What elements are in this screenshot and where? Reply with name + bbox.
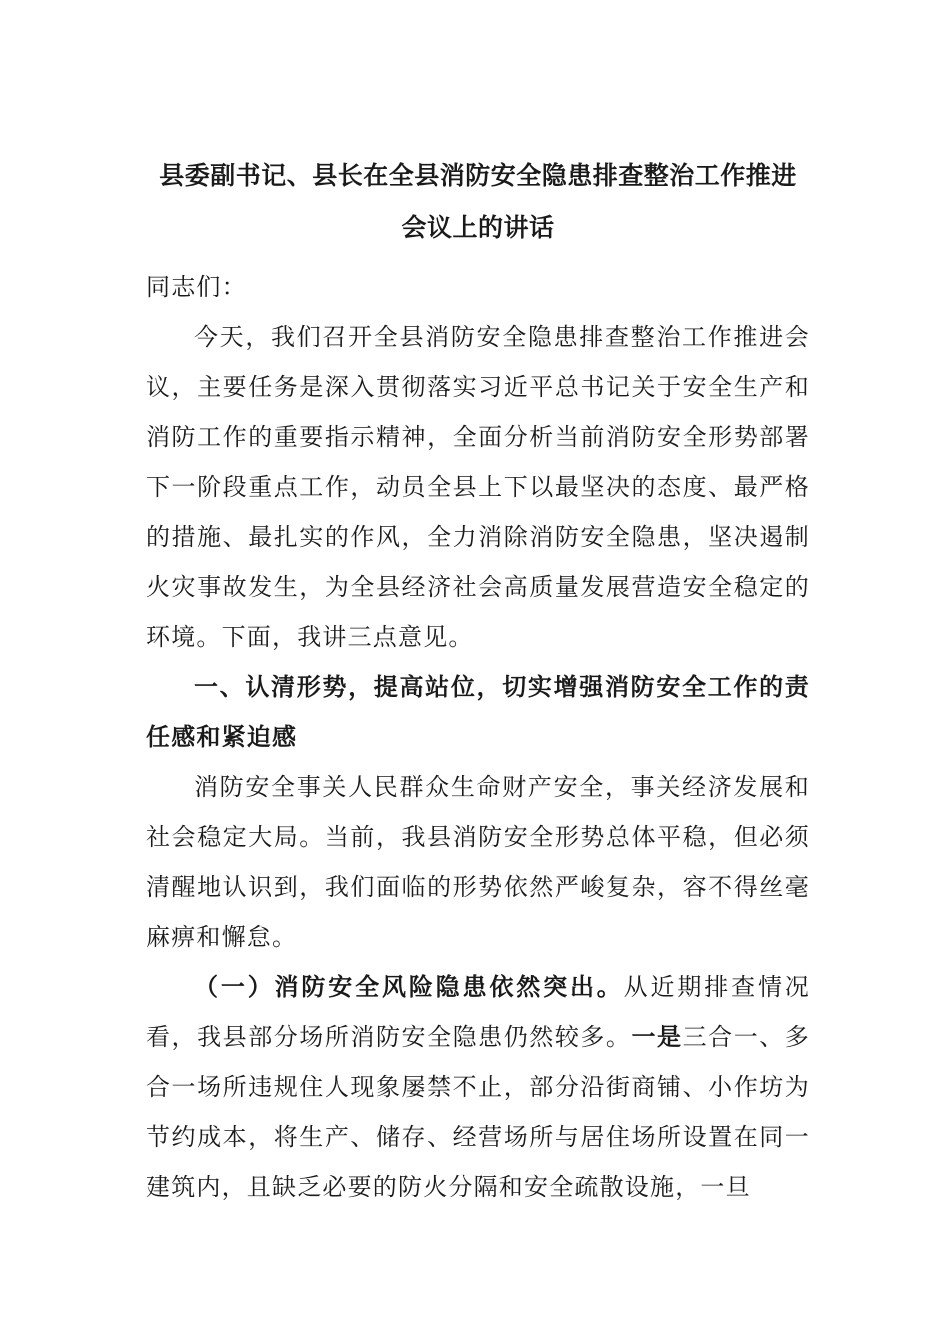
paragraph-intro: 今天，我们召开全县消防安全隐患排查整治工作推进会议，主要任务是深入贯彻落实习近平总书记关于安全生产和消防工作的重要指示精神，全面分析当前消防安全形势部署下一阶段重点工作，动员全县上下以最坚决的态度、最严格的措施、最扎实的作风，全力消除消防安全隐患，坚决遏制火灾事故发生，为全县经济社会高质量发展营造安全稳定的环境。下面，我讲三点意见。	[146, 323, 810, 651]
section-heading-1: 一、认清形势，提高站位，切实增强消防安全工作的责任感和紧迫感	[146, 672, 810, 751]
risks-text-1: 从近期排查情况看，我县部分场所消防安全隐患仍然较多。	[146, 973, 810, 1051]
document-title	[146, 150, 810, 254]
subheading-risks: （一）消防安全风险隐患依然突出。	[194, 972, 624, 1001]
paragraph-risks	[146, 962, 810, 1212]
title-line-2: 会议上的讲话	[401, 213, 555, 242]
title-line-1: 县委副书记、县长在全县消防安全隐患排查整治工作推进	[159, 161, 797, 190]
risks-text-2: 三合一、多合一场所违规住人现象屡禁不止，部分沿街商铺、小作坊为节约成本，将生产、储存、经营场所与居住场所设置在同一建筑内，且缺乏必要的防火分隔和安全疏散设施，一旦	[146, 1023, 810, 1201]
point-one-label: 一是	[631, 1022, 683, 1051]
paragraph-situation: 消防安全事关人民群众生命财产安全，事关经济发展和社会稳定大局。当前，我县消防安全形势总体平稳，但必须清醒地认识到，我们面临的形势依然严峻复杂，容不得丝毫麻痹和懈怠。	[146, 773, 810, 951]
document-body	[146, 150, 810, 1212]
salutation: 同志们：	[146, 273, 247, 301]
